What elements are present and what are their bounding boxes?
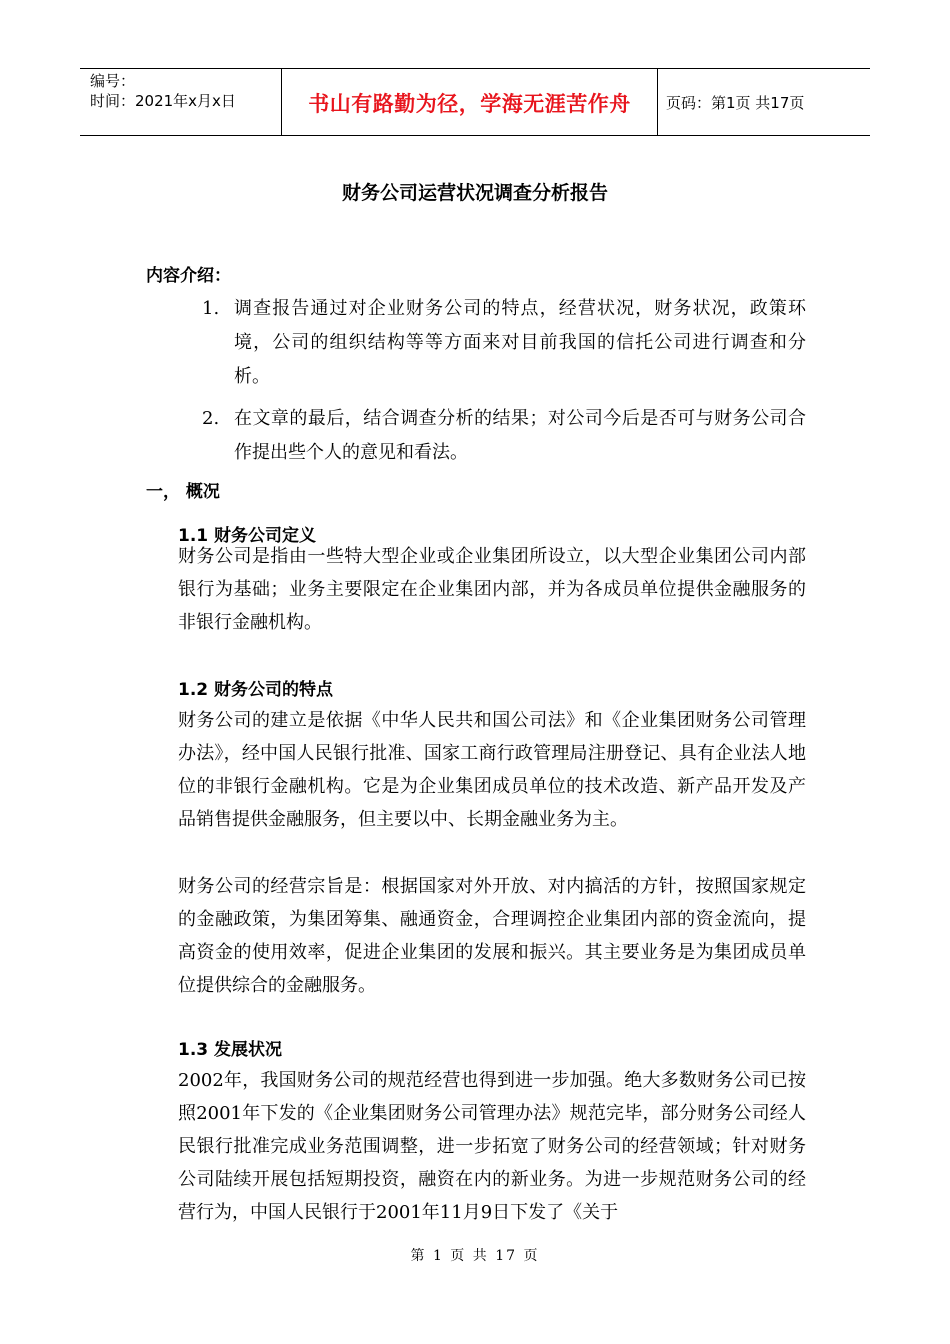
header-left-cell [80, 69, 282, 135]
section-1-2-heading: 1.2 财务公司的特点 [178, 680, 334, 700]
list-item-number: 2. [202, 408, 220, 429]
page-footer: 第 1 页 共 17 页 [410, 1248, 540, 1264]
document-title: 财务公司运营状况调查分析报告 [341, 182, 608, 204]
section-1-1-text: 财务公司是指由一些特大型企业或企业集团所设立，以大型企业集团公司内部银行为基础；业务主要限定在企业集团内部，并为各成员单位提供金融服务的非银行金融机构。 [178, 546, 806, 633]
section-1-heading: 一， 概况 [146, 482, 220, 502]
list-item-text: 在文章的最后，结合调查分析的结果；对公司今后是否可与财务公司合作提出些个人的意见和看法。 [234, 408, 806, 463]
intro-heading: 内容介绍： [146, 266, 231, 286]
header-table [80, 68, 870, 136]
section-1-3-heading: 1.3 发展状况 [178, 1040, 283, 1060]
section-1-2-paragraph-2: 财务公司的经营宗旨是：根据国家对外开放、对内搞活的方针，按照国家规定的金融政策，为集团筹集、融通资金，合理调控企业集团内部的资金流向，提高资金的使用效率，促进企业集团的发展和振兴。其主要业务是为集团成员单位提供综合的金融服务。 [178, 876, 806, 996]
time-label: 时间：2021年x月x日 [90, 92, 236, 110]
header-motto-cell [282, 69, 658, 135]
section-1-1-heading: 1.1 财务公司定义 [178, 526, 317, 546]
motto: 书山有路勤为径，学海无涯苦作舟 [308, 92, 631, 116]
header-page-cell [658, 69, 870, 135]
section-1-2-paragraph-1: 财务公司的建立是依据《中华人民共和国公司法》和《企业集团财务公司管理办法》，经中国人民银行批准、国家工商行政管理局注册登记、具有企业法人地位的非银行金融机构。它是为企业集团成员单位的技术改造、新产品开发及产品销售提供金融服务，但主要以中、长期金融业务为主。 [178, 710, 806, 830]
section-1-3-text: 2002年，我国财务公司的规范经营也得到进一步加强。绝大多数财务公司已按照2001年下发的《企业集团财务公司管理办法》规范完毕，部分财务公司经人民银行批准完成业务范围调整，进一步拓宽了财务公司的经营领域；针对财务公司陆续开展包括短期投资，融资在内的新业务。为进一步规范财务公司的经营行为，中国人民银行于2001年11月9日下发了《关于 [178, 1070, 806, 1223]
list-item-text: 调查报告通过对企业财务公司的特点，经营状况，财务状况，政策环境，公司的组织结构等等方面来对目前我国的信托公司进行调查和分析。 [234, 298, 806, 387]
serial-label: 编号： [90, 72, 136, 90]
list-item [202, 402, 806, 470]
list-item [202, 292, 806, 394]
page-info: 页码：第1页 共17页 [666, 94, 805, 112]
list-item-number: 1. [202, 298, 220, 319]
intro-list [202, 292, 806, 470]
